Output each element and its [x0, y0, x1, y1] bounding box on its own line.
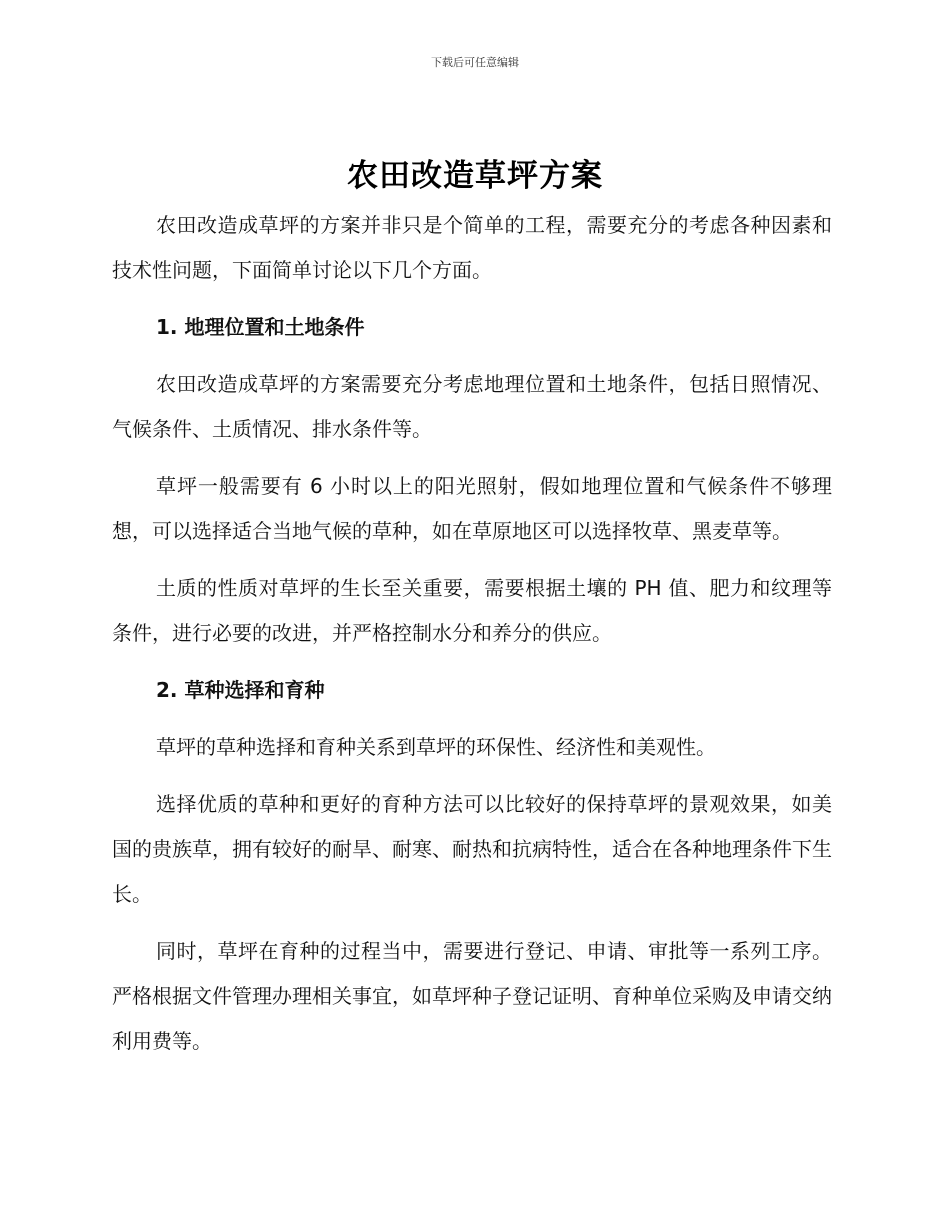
page-title: 农田改造草坪方案: [347, 158, 603, 194]
section-2-paragraph-1: 草坪的草种选择和育种关系到草坪的环保性、经济性和美观性。: [156, 735, 716, 759]
section-2-paragraph-3: 同时，草坪在育种的过程当中，需要进行登记、申请、审批等一系列工序。严格根据文件管理办理相关事宜，如草坪种子登记证明、育种单位采购及申请交纳利用费等。: [112, 939, 832, 1053]
intro-paragraph: 农田改造成草坪的方案并非只是个简单的工程，需要充分的考虑各种因素和技术性问题，下面简单讨论以下几个方面。: [112, 213, 832, 282]
section-1-paragraph-1: 农田改造成草坪的方案需要充分考虑地理位置和土地条件，包括日照情况、气候条件、土质情况、排水条件等。: [112, 372, 832, 441]
section-1-paragraph-2: 草坪一般需要有 6 小时以上的阳光照射，假如地理位置和气候条件不够理想，可以选择适合当地气候的草种，如在草原地区可以选择牧草、黑麦草等。: [112, 474, 832, 543]
section-1-paragraph-3: 土质的性质对草坪的生长至关重要，需要根据土壤的 PH 值、肥力和纹理等条件，进行必要的改进，并严格控制水分和养分的供应。: [112, 576, 832, 645]
header-note: 下载后可任意编辑: [431, 56, 519, 69]
section-1-heading: 1. 地理位置和土地条件: [156, 315, 365, 339]
section-2-heading: 2. 草种选择和育种: [156, 678, 325, 702]
section-2-paragraph-2: 选择优质的草种和更好的育种方法可以比较好的保持草坪的景观效果，如美国的贵族草，拥有较好的耐旱、耐寒、耐热和抗病特性，适合在各种地理条件下生长。: [112, 792, 832, 906]
document-body: [112, 203, 832, 1076]
